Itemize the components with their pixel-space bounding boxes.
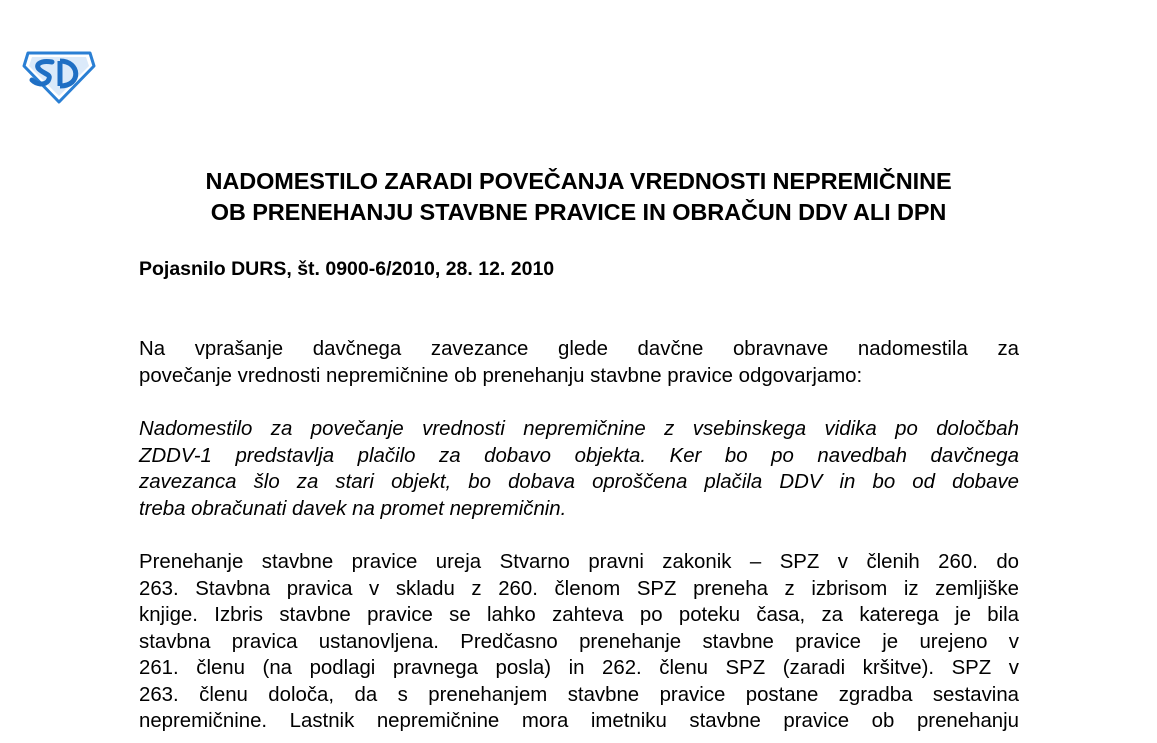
text-line: stavbna pravica ustanovljena. Predčasno prenehanje stavbne pravice je urejeno v <box>139 630 1019 653</box>
text-line: treba obračunati davek na promet nepremičnin. <box>139 497 567 520</box>
paragraph-intro <box>139 336 1019 389</box>
text-line: Nadomestilo za povečanje vrednosti nepremičnine z vsebinskega vidika po določbah <box>139 418 1019 440</box>
text-line: 263. Stavbna pravica v skladu z 260. členom SPZ preneha z izbrisom iz zemljiške <box>139 577 1019 600</box>
paragraph-answer <box>139 416 1019 522</box>
company-logo <box>22 50 96 104</box>
logo-emblem-icon <box>22 50 96 104</box>
document-subtitle: Pojasnilo DURS, št. 0900-6/2010, 28. 12. 2010 <box>139 258 555 280</box>
text-line: ZDDV-1 predstavlja plačilo za dobavo objekta. Ker bo po navedbah davčnega <box>139 444 1019 467</box>
text-line: knjige. Izbris stavbne pravice se lahko zahteva po poteku časa, za katerega je bila <box>139 604 1019 626</box>
text-line: Na vprašanje davčnega zavezance glede davčne obravnave nadomestila za <box>139 338 1019 360</box>
text-line: povečanje vrednosti nepremičnine ob prenehanju stavbne pravice odgovarjamo: <box>139 364 863 387</box>
text-line: 263. členu določa, da s prenehanjem stavbne pravice postane zgradba sestavina <box>139 683 1019 706</box>
text-line: nepremičnine. Lastnik nepremičnine mora imetniku stavbne pravice ob prenehanju <box>139 710 1019 732</box>
paragraph-explanation <box>139 549 1019 735</box>
text-line: zavezanca šlo za stari objekt, bo dobava oproščena plačila DDV in bo od dobave <box>139 471 1019 493</box>
document-title <box>100 166 1057 228</box>
title-line: OB PRENEHANJU STAVBNE PRAVICE IN OBRAČUN DDV ALI DPN <box>210 199 947 225</box>
title-line: NADOMESTILO ZARADI POVEČANJA VREDNOSTI NEPREMIČNINE <box>205 168 952 194</box>
text-line: 261. členu (na podlagi pravnega posla) in 262. členu SPZ (zaradi kršitve). SPZ v <box>139 657 1019 679</box>
text-line: Prenehanje stavbne pravice ureja Stvarno pravni zakonik – SPZ v členih 260. do <box>139 551 1019 573</box>
